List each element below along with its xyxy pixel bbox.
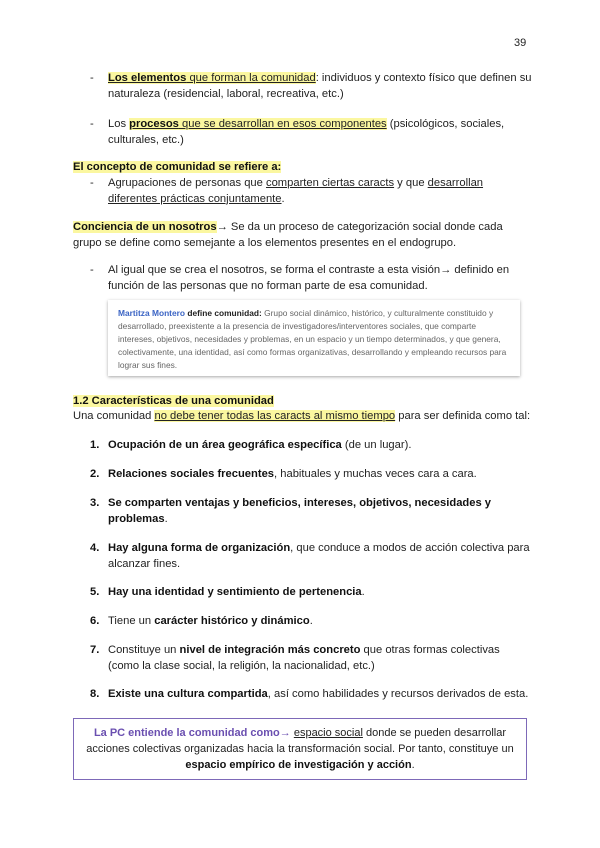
bullet-dash: - [90, 264, 94, 276]
procesos-pre: Los [108, 118, 130, 130]
bullet-dash: - [90, 177, 94, 189]
procesos-term-rest: que se desarrollan en esos componentes [178, 118, 387, 130]
list-number: 7. [90, 644, 100, 656]
list-item: Existe una cultura compartida, así como habilidades y recursos derivados de esta. [108, 688, 529, 700]
section-intro-highlight: no debe tener todas las caracts al mismo tiempo [154, 410, 396, 422]
nosotros-bullet: Al igual que se crea el nosotros, se forma el contraste a esta visión→ definido en función de las personas que no forman parte de esa comunidad. [108, 264, 510, 292]
conciencia-term: Conciencia de un nosotros [73, 221, 217, 233]
conciencia-paragraph: Conciencia de un nosotros→ Se da un proceso de categorización social donde cada grupo se define como semejante a los elementos presentes en el endogrupo. [73, 221, 503, 249]
concepto-u2: desarrollan diferentes prácticas conjuntamente [108, 177, 484, 205]
list-item: Constituye un nivel de integración más concreto que otras formas colectivas (como la clase social, la religión, la nacionalidad, etc.) [108, 644, 500, 672]
elements-term-rest: que forman la comunidad [186, 72, 316, 84]
list-item: Relaciones sociales frecuentes, habituales y muchas veces cara a cara. [108, 468, 477, 480]
section-intro: Una comunidad no debe tener todas las caracts al mismo tiempo para ser definida como tal: [73, 410, 531, 422]
procesos-text: (psicológicos, sociales, culturales, etc.) [108, 118, 505, 146]
callout-lead: La PC entiende la comunidad como→ [93, 727, 294, 739]
bullet-dash: - [90, 118, 94, 130]
callout-text: La PC entiende la comunidad como→ espacio social donde se pueden desarrollar acciones colectivas organizadas hacia la transformación social. Por tanto, constituye un espacio empírico de investigación y acción. [86, 727, 514, 771]
list-number: 1. [90, 439, 100, 451]
pc-callout-box [73, 718, 527, 780]
callout-underline: espacio social [293, 727, 363, 739]
list-number: 2. [90, 468, 100, 480]
list-number: 5. [90, 586, 100, 598]
list-number: 4. [90, 542, 100, 554]
page-number: 39 [514, 37, 527, 49]
list-item: Tiene un carácter histórico y dinámico. [108, 615, 313, 627]
montero-quote-box [108, 300, 520, 376]
concepto-bullet: Agrupaciones de personas que comparten ciertas caracts y que desarrollan diferentes prácticas conjuntamente. [108, 177, 484, 205]
list-number: 6. [90, 615, 100, 627]
list-item: Hay alguna forma de organización, que conduce a modos de acción colectiva para alcanzar fines. [108, 542, 530, 570]
elements-text: : individuos y contexto físico que definen su naturaleza (residencial, laboral, recreativa, etc.) [108, 72, 532, 100]
list-item: Ocupación de un área geográfica específica (de un lugar). [108, 439, 412, 451]
bullet-dash: - [90, 72, 94, 84]
procesos-term: procesos [129, 118, 179, 130]
elements-bullet [108, 71, 533, 102]
list-number: 3. [90, 497, 100, 509]
concepto-heading: El concepto de comunidad se refiere a: [73, 161, 282, 173]
concepto-u1: comparten ciertas caracts [265, 177, 395, 189]
quote-author: Martitza Montero [118, 308, 185, 318]
list-item: Se comparten ventajas y beneficios, intereses, objetivos, necesidades y problemas. [108, 497, 492, 525]
quote-text: Martitza Montero define comunidad: Grupo social dinámico, histórico, y culturalmente constituido y desarrollado, preexistente a la presencia de investigadores/interventores sociales, que comparte intereses, objetivos, necesidades y problemas, en un espacio y un tiempo determinados, y que genera, colectivamente, una identidad, así como formas organizativas, desarrollando y empleando recursos para lograr sus fines. [118, 308, 507, 370]
list-item: Hay una identidad y sentimiento de pertenencia. [108, 586, 365, 598]
list-number: 8. [90, 688, 100, 700]
elements-term: Los elementos [108, 72, 187, 84]
section-heading: 1.2 Características de una comunidad [73, 395, 274, 407]
procesos-bullet [108, 117, 533, 148]
